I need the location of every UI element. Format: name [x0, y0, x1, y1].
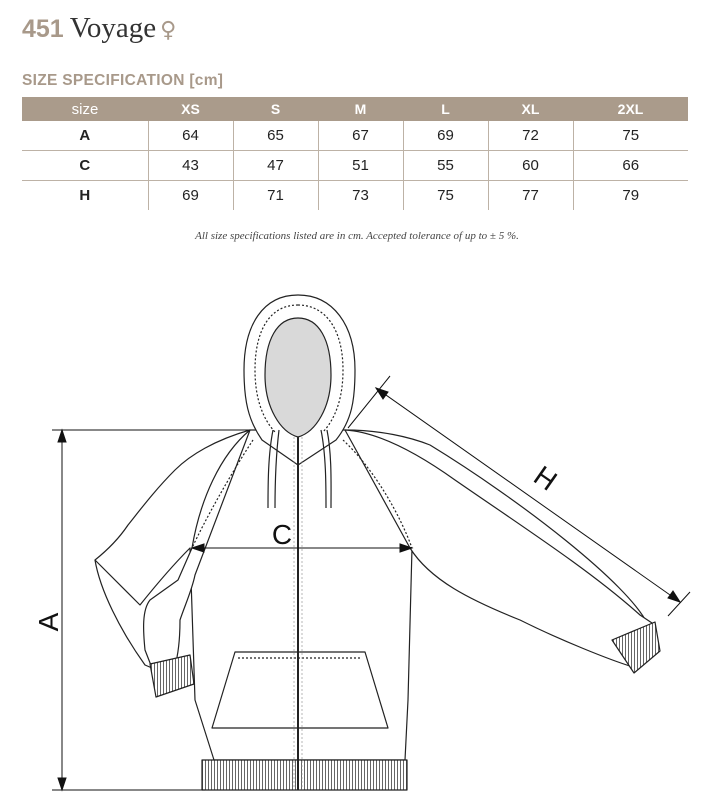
table-cell: 79 [573, 181, 688, 211]
label-c: C [271, 519, 293, 550]
product-title [22, 12, 176, 52]
table-cell: 47 [233, 151, 318, 181]
table-cell: 69 [148, 181, 233, 211]
label-h: H [528, 459, 563, 497]
female-symbol-icon: ♀ [160, 18, 177, 43]
product-name: Voyage [69, 12, 157, 44]
table-cell: 69 [403, 121, 488, 151]
hoodie-measurement-diagram [0, 250, 714, 808]
header-cell-2xl: 2XL [573, 97, 688, 121]
table-row [22, 151, 688, 181]
table-cell: 65 [233, 121, 318, 151]
waistband [202, 760, 407, 790]
table-cell: 75 [573, 121, 688, 151]
table-row [22, 181, 688, 211]
header-cell-xl: XL [488, 97, 573, 121]
row-label-h: H [79, 187, 91, 204]
table-header-row [22, 97, 688, 121]
product-code: 451 [22, 15, 64, 43]
size-spec-heading: SIZE SPECIFICATION [cm] [22, 72, 224, 89]
table-cell: 67 [318, 121, 403, 151]
header-cell-size: size [22, 97, 148, 121]
label-a: A [33, 612, 64, 632]
table-cell: 66 [573, 151, 688, 181]
table-cell: 64 [148, 121, 233, 151]
table-cell: 55 [403, 151, 488, 181]
header-cell-m: M [318, 97, 403, 121]
row-label-c: C [22, 151, 148, 181]
table-cell: 60 [488, 151, 573, 181]
table-cell: 51 [318, 151, 403, 181]
row-label-a: A [22, 121, 148, 151]
header-cell-s: S [233, 97, 318, 121]
table-cell: 43 [148, 151, 233, 181]
header-cell-xs: XS [148, 97, 233, 121]
table-cell: 72 [488, 121, 573, 151]
table-cell: 73 [318, 181, 403, 211]
size-spec-table [22, 97, 688, 210]
table-row [22, 121, 688, 151]
table-cell: 77 [488, 181, 573, 211]
table-cell: 71 [233, 181, 318, 211]
hoodie-drawing [95, 295, 660, 790]
tolerance-note: All size specifications listed are in cm. Accepted tolerance of up to ± 5 %. [195, 230, 519, 242]
header-cell-l: L [403, 97, 488, 121]
table-cell: 75 [403, 181, 488, 211]
